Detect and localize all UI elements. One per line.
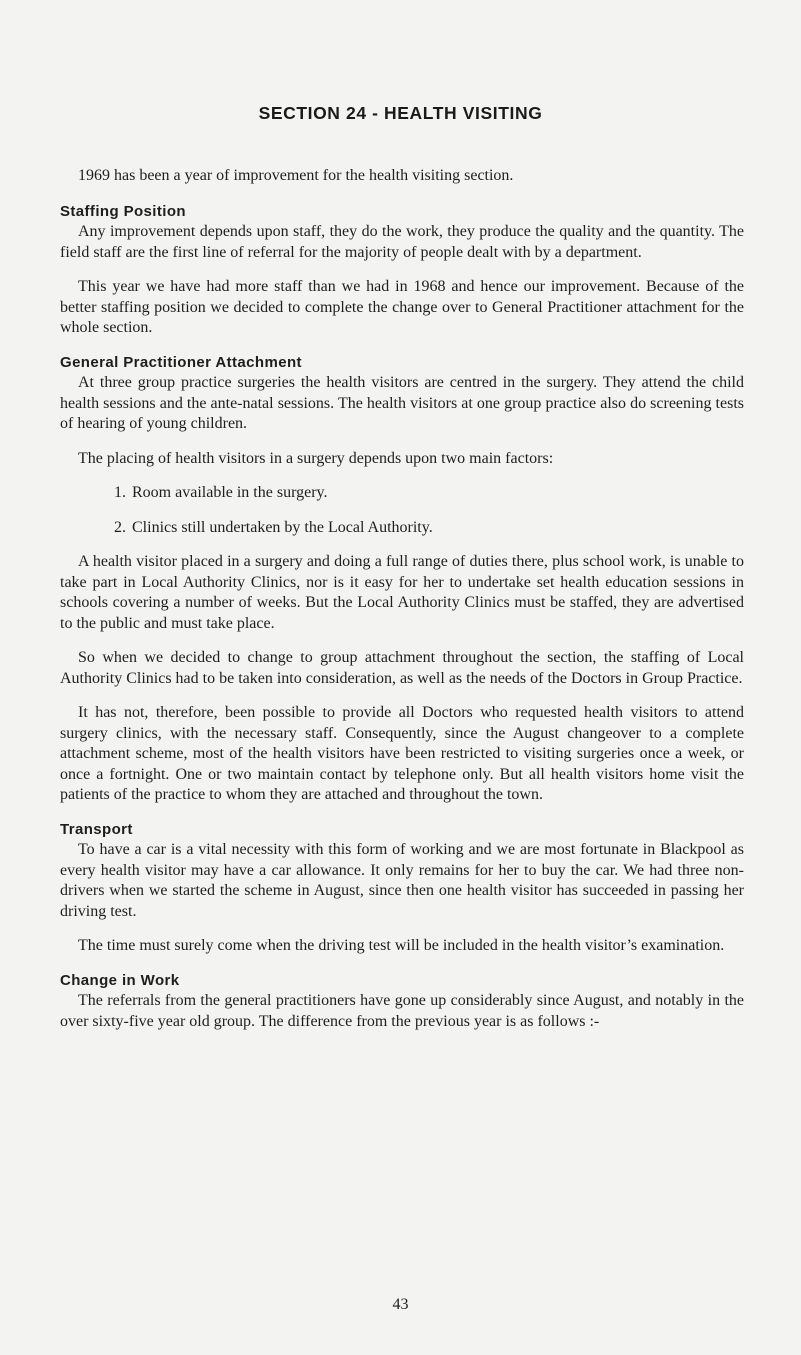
factor-text: Clinics still undertaken by the Local Authority. — [132, 518, 433, 536]
page-number: 43 — [392, 1296, 409, 1313]
heading-gp-attachment: General Practitioner Attachment — [60, 353, 302, 371]
gp-paragraph-3: A health visitor placed in a surgery and doing a full range of duties there, plus school work, is unable to take part in Local Authority Clinics, nor is it easy for her to undertake set health education sessions in schools covering a number of weeks. But the Local Authority Clinics must be staffed, they are advertised to the public and must take place. — [60, 553, 744, 632]
staffing-paragraph-2: This year we have had more staff than we had in 1968 and hence our improvement. Because of the better staffing position we decided to complete the change over to General Practitioner attachment for the whole section. — [60, 278, 744, 336]
staffing-paragraph-1: Any improvement depends upon staff, they do the work, they produce the quality and the quantity. The field staff are the first line of referral for the majority of people dealt with by a department. — [60, 223, 744, 261]
gp-paragraph-2: The placing of health visitors in a surgery depends upon two main factors: — [78, 449, 554, 467]
factor-list-item — [60, 483, 744, 504]
gp-paragraph-1: At three group practice surgeries the health visitors are centred in the surgery. They attend the child health sessions and the ante-natal sessions. The health visitors at one group practice also do screening tests of hearing of young children. — [60, 374, 744, 432]
factor-text: Room available in the surgery. — [132, 484, 328, 501]
transport-paragraph-2: The time must surely come when the driving test will be included in the health visitor’s examination. — [78, 937, 725, 954]
heading-staffing-position: Staffing Position — [60, 202, 186, 220]
change-in-work-paragraph: The referrals from the general practitioners have gone up considerably since August, and notably in the over sixty-five year old group. The difference from the previous year is as follows :- — [60, 992, 744, 1030]
heading-change-in-work: Change in Work — [60, 971, 180, 989]
document-body — [60, 166, 744, 1032]
factor-list-item — [60, 518, 744, 539]
factor-number: 2. — [114, 518, 126, 536]
gp-paragraph-4: So when we decided to change to group attachment throughout the section, the staffing of Local Authority Clinics had to be taken into consideration, as well as the needs of the Doctors in Group Practice. — [60, 649, 744, 687]
section-title: SECTION 24 - HEALTH VISITING — [258, 103, 543, 123]
transport-paragraph-1: To have a car is a vital necessity with this form of working and we are most fortunate in Blackpool as every health visitor may have a car allowance. It only remains for her to buy the car. We had three non-drivers when we started the scheme in August, since then one health visitor has succeeded in passing her driving test. — [60, 841, 744, 920]
factor-number: 1. — [114, 484, 126, 501]
intro-paragraph: 1969 has been a year of improvement for the health visiting section. — [78, 167, 514, 184]
heading-transport: Transport — [60, 820, 133, 838]
gp-paragraph-5: It has not, therefore, been possible to provide all Doctors who requested health visitors to attend surgery clinics, with the necessary staff. Consequently, since the August changeover to a complete attachment scheme, most of the health visitors have been restricted to visiting surgeries once a week, or once a fortnight. One or two maintain contact by telephone only. But all health visitors home visit the patients of the practice to whom they are attached and throughout the town. — [60, 704, 744, 803]
